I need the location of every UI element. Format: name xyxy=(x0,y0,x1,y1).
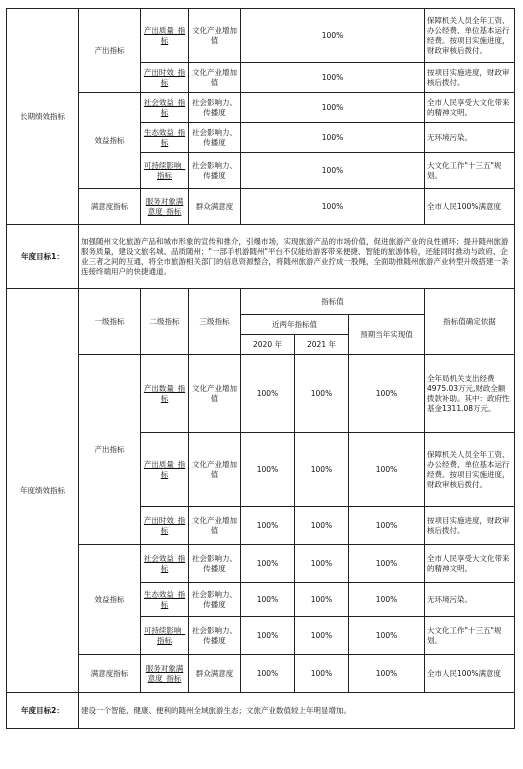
level3-cell: 社会影响力、传播度 xyxy=(189,123,241,153)
level3-cell: 文化产业增加值 xyxy=(189,9,241,63)
level2-cell: 服务对象满意度_指标 xyxy=(141,655,189,693)
level2-cell: 社会效益_指标 xyxy=(141,93,189,123)
long-term-label: 长期绩效指标 xyxy=(7,9,79,225)
level3-cell: 文化产业增加值 xyxy=(189,355,241,433)
value-cell: 100% xyxy=(241,9,425,63)
basis-cell: 按项目实施进度，财政审核后拨付。 xyxy=(425,507,515,545)
level1-cell: 产出指标 xyxy=(79,355,141,545)
value-2020-cell: 100% xyxy=(241,617,295,655)
value-2021-cell: 100% xyxy=(295,507,349,545)
level1-cell: 效益指标 xyxy=(79,545,141,655)
expected-cell: 100% xyxy=(349,355,425,433)
level1-cell: 产出指标 xyxy=(79,9,141,93)
header-level1: 一级指标 xyxy=(79,289,141,355)
level2-cell: 生态效益_指标 xyxy=(141,123,189,153)
performance-table xyxy=(6,8,515,729)
value-cell: 100% xyxy=(241,123,425,153)
value-2020-cell: 100% xyxy=(241,545,295,583)
basis-cell: 保障机关人员全年工资、办公经费、单位基本运行经费。按项目实施进度，财政审核后拨付。 xyxy=(425,9,515,63)
goal2-text: 建设一个智能、健康、便利的随州全域旅游生态；文旅产业数值较上年明显增加。 xyxy=(79,693,515,729)
value-2020-cell: 100% xyxy=(241,507,295,545)
value-2020-cell: 100% xyxy=(241,583,295,617)
expected-cell: 100% xyxy=(349,655,425,693)
basis-cell: 全年局机关支出经费4975.03万元,财政全额拨款补助。其中：政府性基金1311.08万元。 xyxy=(425,355,515,433)
level3-cell: 社会影响力、传播度 xyxy=(189,153,241,189)
table-row xyxy=(7,355,515,433)
value-cell: 100% xyxy=(241,63,425,93)
value-cell: 100% xyxy=(241,93,425,123)
value-2021-cell: 100% xyxy=(295,545,349,583)
expected-cell: 100% xyxy=(349,433,425,507)
goal1-label: 年度目标1： xyxy=(7,225,79,289)
level1-cell: 满意度指标 xyxy=(79,655,141,693)
value-cell: 100% xyxy=(241,189,425,225)
level3-cell: 社会影响力、传播度 xyxy=(189,545,241,583)
header-basis: 指标值确定依据 xyxy=(425,289,515,355)
basis-cell: 大文化工作"十三五"规划。 xyxy=(425,617,515,655)
level3-cell: 社会影响力、传播度 xyxy=(189,93,241,123)
level2-cell: 产出质量_指标 xyxy=(141,9,189,63)
expected-cell: 100% xyxy=(349,507,425,545)
level3-cell: 文化产业增加值 xyxy=(189,63,241,93)
value-2021-cell: 100% xyxy=(295,655,349,693)
level2-cell: 服务对象满意度_指标 xyxy=(141,189,189,225)
header-level3: 三级指标 xyxy=(189,289,241,355)
level3-cell: 群众满意度 xyxy=(189,189,241,225)
value-2021-cell: 100% xyxy=(295,617,349,655)
value-2021-cell: 100% xyxy=(295,433,349,507)
level2-cell: 产出时效_指标 xyxy=(141,63,189,93)
level3-cell: 文化产业增加值 xyxy=(189,433,241,507)
table-row xyxy=(7,545,515,583)
header-2021: 2021 年 xyxy=(295,335,349,355)
value-2020-cell: 100% xyxy=(241,433,295,507)
basis-cell: 保障机关人员全年工资、办公经费、单位基本运行经费。按项目实施进度，财政审核后拨付。 xyxy=(425,433,515,507)
header-recent: 近两年指标值 xyxy=(241,315,349,335)
basis-cell: 全市人民享受大文化带来的精神文明。 xyxy=(425,545,515,583)
header-2020: 2020 年 xyxy=(241,335,295,355)
table-row xyxy=(7,189,515,225)
basis-cell: 无环境污染。 xyxy=(425,583,515,617)
value-cell: 100% xyxy=(241,153,425,189)
basis-cell: 无环境污染。 xyxy=(425,123,515,153)
level2-cell: 产出质量_指标 xyxy=(141,433,189,507)
level3-cell: 社会影响力、传播度 xyxy=(189,583,241,617)
level1-cell: 满意度指标 xyxy=(79,189,141,225)
goal1-text: 加强随州文化旅游产品和城市形象的宣传和推介，引爆市场，实现旅游产品的市场价值，促进旅游产业的良性循环；提升随州旅游服务质量，建设文旅名城、品质随州；"一部手机游随州"平台不仅能给游客带来便捷、智能的旅游体验，还能同时推动与政府、企业三者之间的互通，将全市旅游相关部门的信息资源整合，将随州旅游产业拧成一股绳，全面助推随州旅游产业转型升级搭建一条连接终端用户的快捷通道。 xyxy=(79,225,515,289)
basis-cell: 大文化工作"十三五"规划。 xyxy=(425,153,515,189)
expected-cell: 100% xyxy=(349,617,425,655)
basis-cell: 全市人民100%满意度 xyxy=(425,189,515,225)
table-row xyxy=(7,9,515,63)
value-2020-cell: 100% xyxy=(241,355,295,433)
value-2021-cell: 100% xyxy=(295,583,349,617)
level3-cell: 群众满意度 xyxy=(189,655,241,693)
basis-cell: 按项目实施进度，财政审核后拨付。 xyxy=(425,63,515,93)
basis-cell: 全市人民100%满意度 xyxy=(425,655,515,693)
table-row xyxy=(7,655,515,693)
expected-cell: 100% xyxy=(349,583,425,617)
level3-cell: 社会影响力、传播度 xyxy=(189,617,241,655)
level2-cell: 社会效益_指标 xyxy=(141,545,189,583)
table-row xyxy=(7,289,515,315)
level3-cell: 文化产业增加值 xyxy=(189,507,241,545)
header-level2: 二级指标 xyxy=(141,289,189,355)
table-row xyxy=(7,693,515,729)
level2-cell: 可持续影响_指标 xyxy=(141,617,189,655)
value-2021-cell: 100% xyxy=(295,355,349,433)
header-expected: 预期当年实现值 xyxy=(349,315,425,355)
level2-cell: 产出时效_指标 xyxy=(141,507,189,545)
level2-cell: 产出数量_指标 xyxy=(141,355,189,433)
header-indicator: 指标值 xyxy=(241,289,425,315)
level2-cell: 可持续影响_指标 xyxy=(141,153,189,189)
table-row xyxy=(7,225,515,289)
level1-cell: 效益指标 xyxy=(79,93,141,189)
table-row xyxy=(7,93,515,123)
basis-cell: 全市人民享受大文化带来的精神文明。 xyxy=(425,93,515,123)
expected-cell: 100% xyxy=(349,545,425,583)
performance-goal-document xyxy=(6,8,514,764)
goal2-label: 年度目标2： xyxy=(7,693,79,729)
level2-cell: 生态效益_指标 xyxy=(141,583,189,617)
value-2020-cell: 100% xyxy=(241,655,295,693)
annual-label: 年度绩效指标 xyxy=(7,289,79,693)
